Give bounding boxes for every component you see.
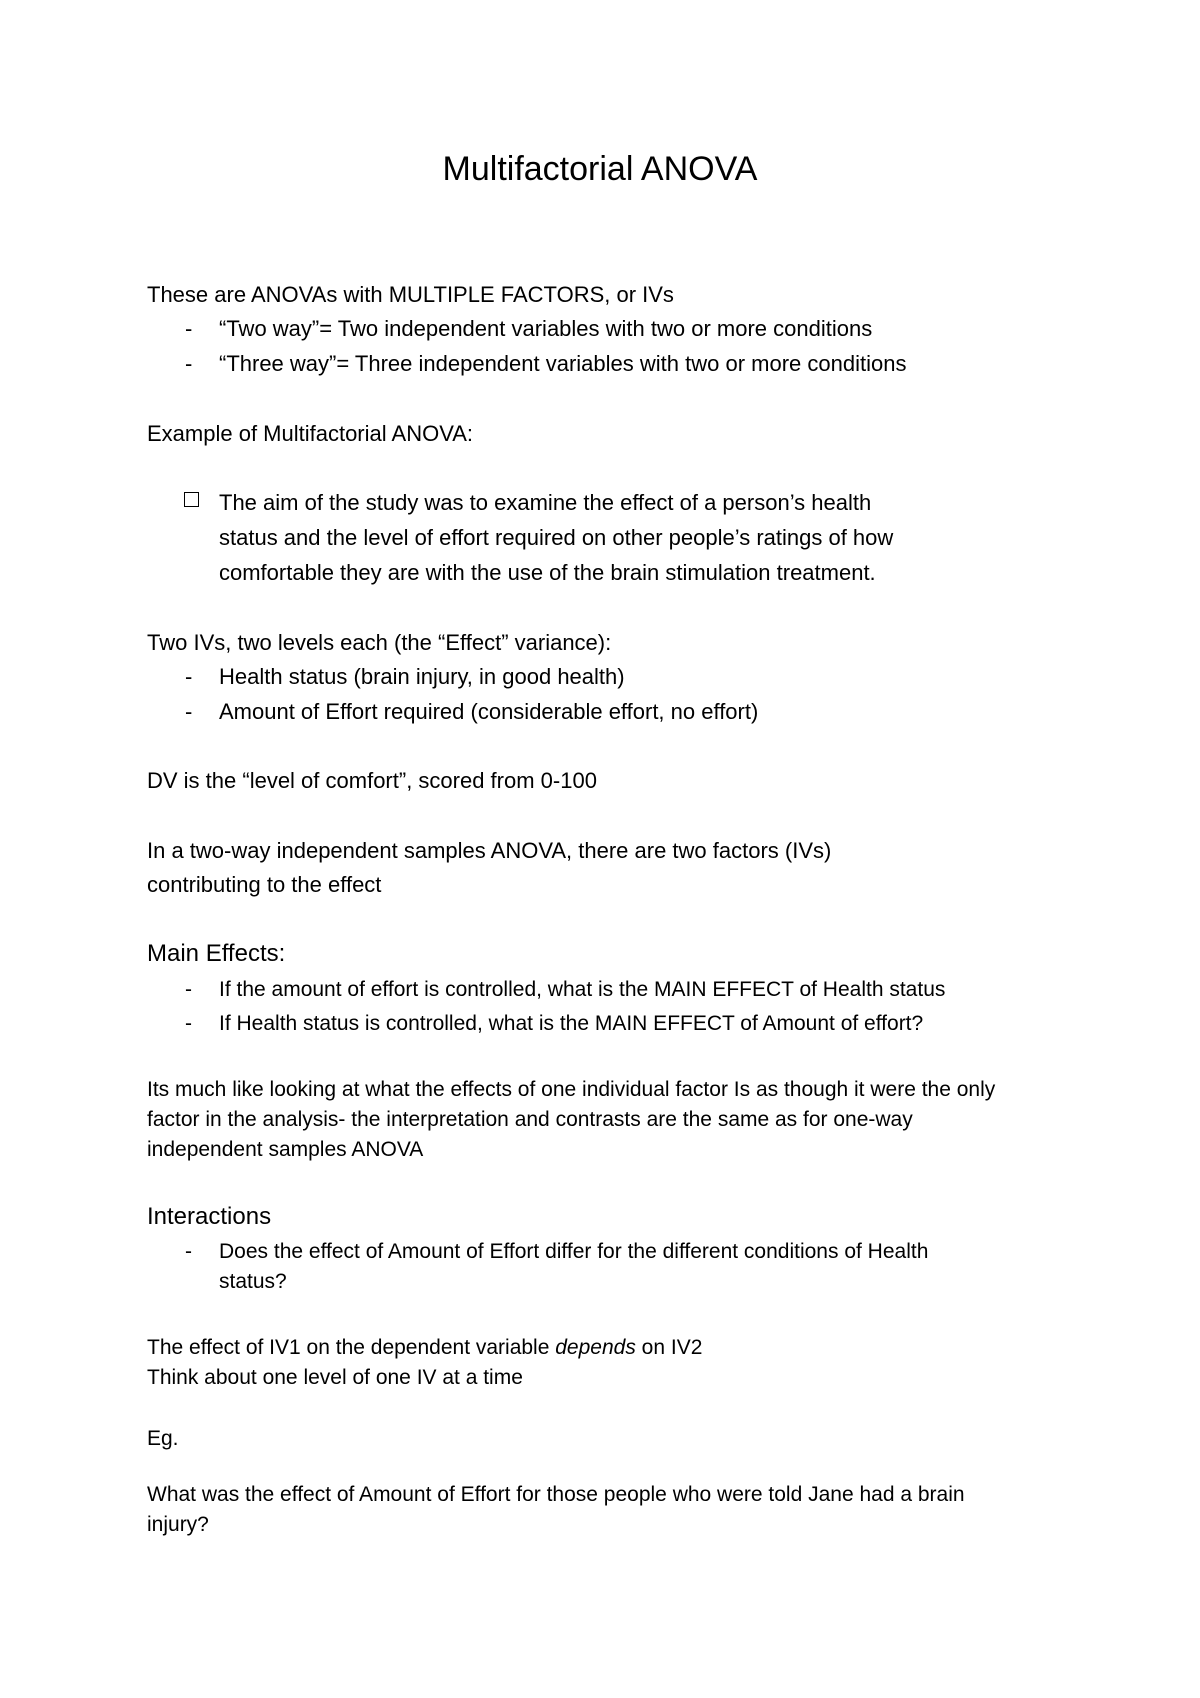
iv-bullet-effort: Amount of Effort required (considerable effort, no effort): [219, 699, 759, 724]
intro-bullet-three-way: “Three way”= Three independent variables with two or more conditions: [219, 351, 907, 376]
two-way-line-2: contributing to the effect: [147, 872, 382, 897]
example-line-3: comfortable they are with the use of the brain stimulation treatment.: [219, 560, 876, 585]
eg-label: Eg.: [147, 1427, 179, 1450]
interaction-depends-line: [147, 1336, 702, 1360]
bullet-dash: -: [185, 1240, 192, 1263]
interaction-bullet-line-1: Does the effect of Amount of Effort differ for the different conditions of Health: [219, 1240, 929, 1263]
main-effects-para-line-1: Its much like looking at what the effects of one individual factor Is as though it were the only: [147, 1078, 996, 1101]
main-effects-para-line-3: independent samples ANOVA: [147, 1138, 424, 1161]
example-line-1: The aim of the study was to examine the effect of a person’s health: [219, 490, 872, 515]
iv-bullet-health: Health status (brain injury, in good health): [219, 664, 625, 689]
bullet-dash: -: [185, 316, 193, 341]
bullet-dash: -: [185, 351, 193, 376]
intro-text: These are ANOVAs with MULTIPLE FACTORS, or IVs: [147, 282, 674, 307]
question-line-1: What was the effect of Amount of Effort for those people who were told Jane had a brain: [147, 1483, 965, 1506]
main-effect-bullet-1: If the amount of effort is controlled, what is the MAIN EFFECT of Health status: [219, 978, 946, 1001]
bullet-dash: -: [185, 664, 193, 689]
depends-after: on IV2: [635, 1336, 703, 1359]
depends-before: The effect of IV1 on the dependent variable: [147, 1336, 556, 1359]
ivs-heading: Two IVs, two levels each (the “Effect” variance):: [147, 630, 612, 655]
main-effect-bullet-2: If Health status is controlled, what is the MAIN EFFECT of Amount of effort?: [219, 1012, 924, 1035]
checkbox-icon: [184, 492, 199, 507]
example-line-2: status and the level of effort required on other people’s ratings of how: [219, 525, 894, 550]
main-effects-heading: Main Effects:: [147, 940, 286, 967]
bullet-dash: -: [185, 1012, 192, 1035]
depends-italic: depends: [555, 1336, 636, 1359]
bullet-dash: -: [185, 978, 192, 1001]
interaction-bullet-line-2: status?: [219, 1270, 287, 1293]
page-title: Multifactorial ANOVA: [442, 150, 758, 188]
intro-bullet-two-way: “Two way”= Two independent variables with two or more conditions: [219, 316, 873, 341]
dv-text: DV is the “level of comfort”, scored from 0-100: [147, 768, 597, 793]
interactions-heading: Interactions: [147, 1203, 272, 1230]
question-line-2: injury?: [147, 1513, 209, 1536]
example-heading: Example of Multifactorial ANOVA:: [147, 421, 474, 446]
main-effects-para-line-2: factor in the analysis- the interpretation and contrasts are the same as for one-way: [147, 1108, 913, 1131]
interaction-think-line: Think about one level of one IV at a time: [147, 1366, 523, 1389]
two-way-line-1: In a two-way independent samples ANOVA, there are two factors (IVs): [147, 838, 832, 863]
bullet-dash: -: [185, 699, 193, 724]
